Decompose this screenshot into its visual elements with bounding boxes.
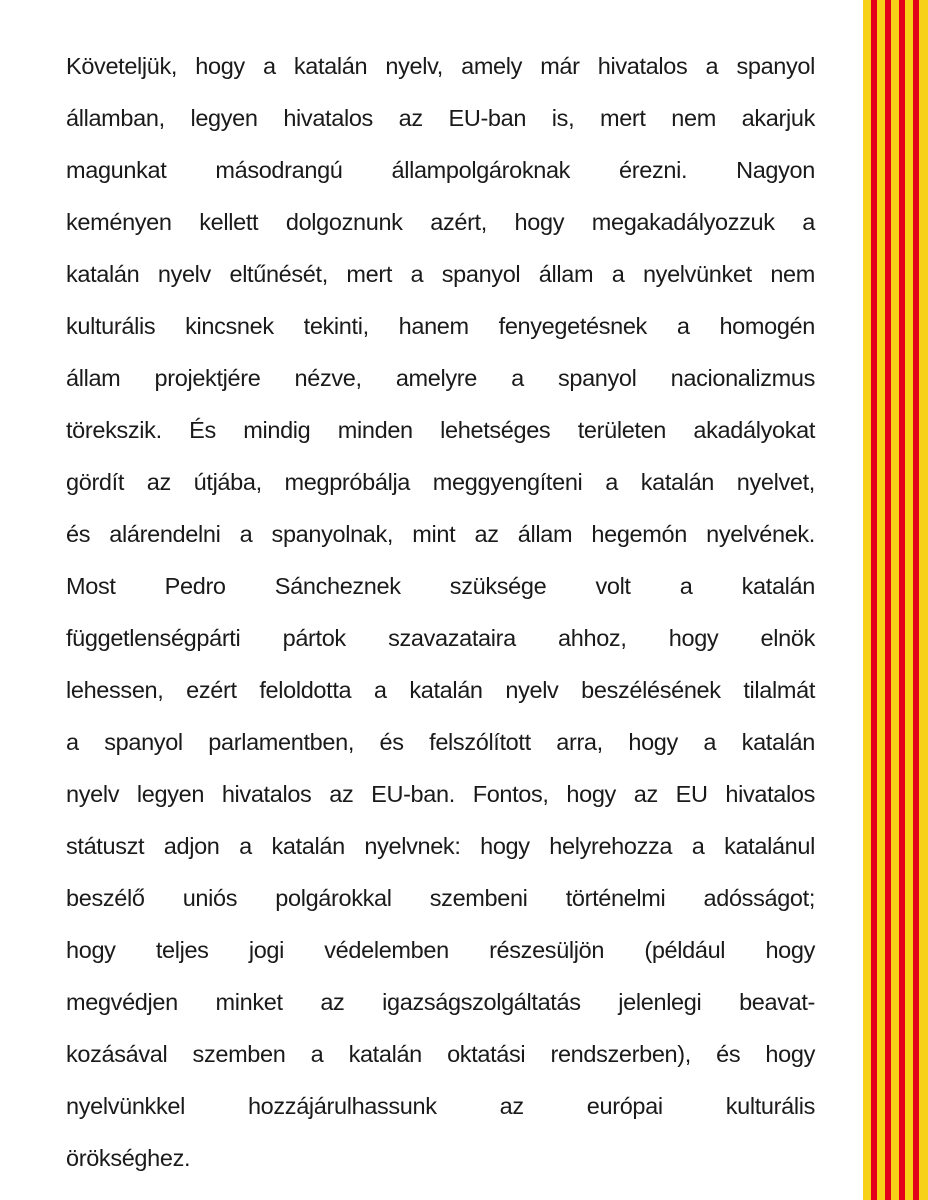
flag-stripe bbox=[877, 0, 885, 1200]
text-line: megvédjen minket az igazságszolgáltatás jelenlegi beavat- bbox=[66, 989, 815, 1015]
text-line: kulturális kincsnek tekinti, hanem fenyegetésnek a homogén bbox=[66, 313, 815, 339]
text-line: államban, legyen hivatalos az EU-ban is, mert nem akarjuk bbox=[66, 105, 815, 131]
text-line: nyelvünkkel hozzájárulhassunk az európai kulturális bbox=[66, 1093, 815, 1119]
text-line: örökséghez. bbox=[66, 1145, 191, 1171]
text-line: a spanyol parlamentben, és felszólított arra, hogy a katalán bbox=[66, 729, 815, 755]
text-line: kozásával szemben a katalán oktatási rendszerben), és hogy bbox=[66, 1041, 815, 1067]
flag-stripe bbox=[919, 0, 928, 1200]
text-line: Most Pedro Sáncheznek szüksége volt a katalán bbox=[66, 573, 815, 599]
text-line: függetlenségpárti pártok szavazataira ahhoz, hogy elnök bbox=[66, 625, 815, 651]
flag-stripe bbox=[905, 0, 913, 1200]
text-line: katalán nyelv eltűnését, mert a spanyol állam a nyelvünket nem bbox=[66, 261, 815, 287]
text-line: lehessen, ezért feloldotta a katalán nyelv beszélésének tilalmát bbox=[66, 677, 815, 703]
text-line: hogy teljes jogi védelemben részesüljön (például hogy bbox=[66, 937, 815, 963]
flag-stripe bbox=[863, 0, 871, 1200]
text-line: magunkat másodrangú állampolgároknak érezni. Nagyon bbox=[66, 157, 815, 183]
text-line: törekszik. És mindig minden lehetséges területen akadályokat bbox=[66, 417, 815, 443]
body-text bbox=[66, 40, 815, 1184]
text-line: állam projektjére nézve, amelyre a spanyol nacionalizmus bbox=[66, 365, 815, 391]
text-line: Követeljük, hogy a katalán nyelv, amely már hivatalos a spanyol bbox=[66, 53, 815, 79]
text-line: beszélő uniós polgárokkal szembeni történelmi adósságot; bbox=[66, 885, 815, 911]
senyera-flag-stripes bbox=[863, 0, 928, 1200]
flag-stripe bbox=[891, 0, 899, 1200]
text-line: gördít az útjába, megpróbálja meggyengíteni a katalán nyelvet, bbox=[66, 469, 815, 495]
text-line: státuszt adjon a katalán nyelvnek: hogy helyrehozza a katalánul bbox=[66, 833, 815, 859]
text-line: keményen kellett dolgoznunk azért, hogy megakadályozzuk a bbox=[66, 209, 815, 235]
text-line: és alárendelni a spanyolnak, mint az állam hegemón nyelvének. bbox=[66, 521, 815, 547]
text-line: nyelv legyen hivatalos az EU-ban. Fontos, hogy az EU hivatalos bbox=[66, 781, 815, 807]
